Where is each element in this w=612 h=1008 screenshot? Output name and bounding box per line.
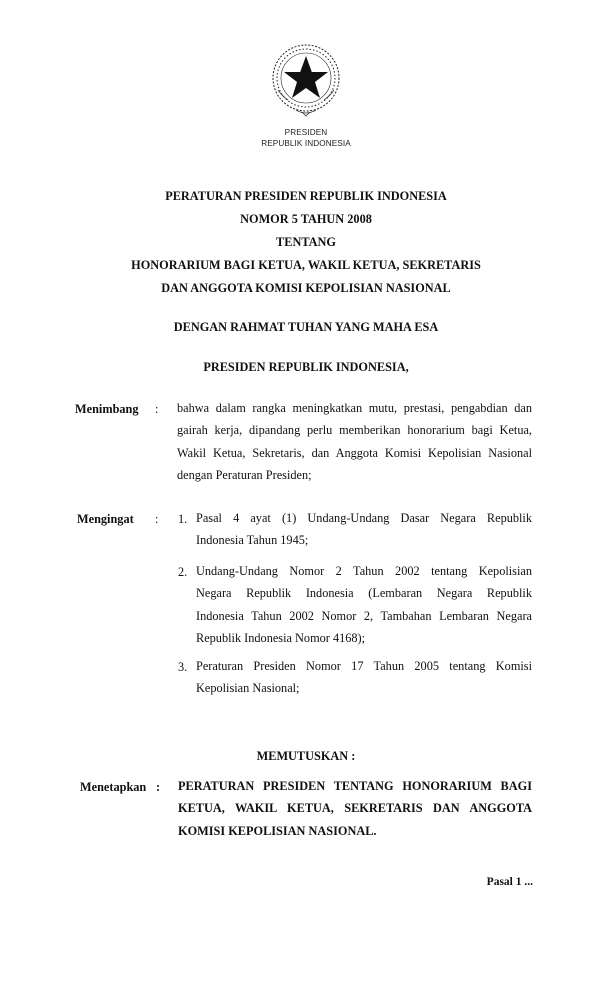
mengingat-item-line: Undang-Undang Nomor 2 Tahun 2002 tentang Kepolisian <box>196 564 532 578</box>
title-subject-line2: DAN ANGGOTA KOMISI KEPOLISIAN NASIONAL <box>161 281 451 295</box>
mengingat-item-line: Kepolisian Nasional; <box>196 681 300 696</box>
title-regulation: PERATURAN PRESIDEN REPUBLIK INDONESIA <box>165 189 447 203</box>
mengingat-item-1-number: 1. <box>178 512 188 526</box>
mengingat-item-line: Indonesia Tahun 2002 Nomor 2, Tambahan Lembaran Negara <box>196 608 532 623</box>
mengingat-item-line: Negara Republik Indonesia (Lembaran Negara Republik <box>196 586 532 601</box>
letterhead-line-republik: REPUBLIK INDONESIA <box>261 139 351 148</box>
title-number: NOMOR 5 TAHUN 2008 <box>240 212 372 226</box>
menimbang-text <box>177 397 532 486</box>
mengingat-item-3-number: 3. <box>178 660 188 674</box>
mengingat-colon: : <box>155 512 159 526</box>
decision-heading: MEMUTUSKAN : <box>256 749 356 763</box>
preamble-authority: PRESIDEN REPUBLIK INDONESIA, <box>203 360 409 374</box>
mengingat-item-line: Republik Indonesia Nomor 4168); <box>196 630 366 645</box>
mengingat-item-1 <box>196 507 532 552</box>
menetapkan-label: Menetapkan <box>80 780 147 794</box>
menetapkan-text <box>178 775 532 842</box>
mengingat-item-2-number: 2. <box>178 565 188 579</box>
preamble-blessing: DENGAN RAHMAT TUHAN YANG MAHA ESA <box>173 320 439 334</box>
page-continuation-marker: Pasal 1 ... <box>486 876 533 888</box>
mengingat-item-line: Peraturan Presiden Nomor 17 Tahun 2005 tentang Komisi <box>196 659 532 673</box>
mengingat-item-line: Pasal 4 ayat (1) Undang-Undang Dasar Negara Republik <box>196 511 532 525</box>
menimbang-line: Wakil Ketua, Sekretaris, dan Anggota Komisi Kepolisian Nasional <box>177 445 532 460</box>
menimbang-label: Menimbang <box>75 402 139 416</box>
title-tentang: TENTANG <box>276 235 336 249</box>
letterhead-line-presiden: PRESIDEN <box>284 128 328 137</box>
menimbang-line: gairah kerja, dipandang perlu memberikan honorarium bagi Ketua, <box>177 423 532 438</box>
mengingat-item-2 <box>196 560 532 649</box>
mengingat-label: Mengingat <box>77 512 134 526</box>
menimbang-colon: : <box>155 402 159 416</box>
menetapkan-line: PERATURAN PRESIDEN TENTANG HONORARIUM BAGI <box>178 779 532 793</box>
title-subject-line1: HONORARIUM BAGI KETUA, WAKIL KETUA, SEKRETARIS <box>131 258 481 272</box>
menetapkan-colon: : <box>156 780 161 794</box>
menimbang-line: dengan Peraturan Presiden; <box>177 467 312 482</box>
menimbang-line: bahwa dalam rangka meningkatkan mutu, prestasi, pengabdian dan <box>177 401 532 415</box>
mengingat-item-line: Indonesia Tahun 1945; <box>196 533 309 548</box>
menetapkan-line: KETUA, WAKIL KETUA, SEKRETARIS DAN ANGGOTA <box>178 801 532 816</box>
garuda-star-wreath-emblem-icon <box>266 40 346 120</box>
mengingat-item-3 <box>196 655 532 700</box>
menetapkan-line: KOMISI KEPOLISIAN NASIONAL. <box>178 823 377 838</box>
